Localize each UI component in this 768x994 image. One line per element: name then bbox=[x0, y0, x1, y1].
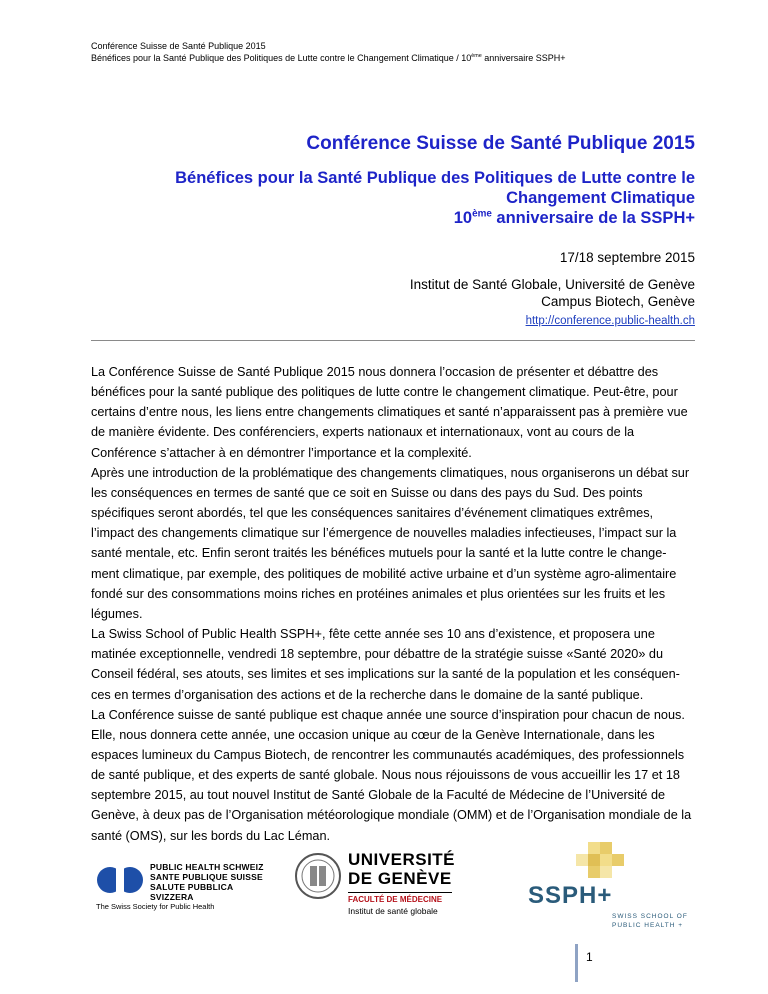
header-line-2: Bénéfices pour la Santé Publique des Politiques de Lutte contre le Changement Climatique / 10ème anniversaire SSPH+ bbox=[91, 53, 566, 63]
ssph-tagline-1: SWISS SCHOOL OF bbox=[612, 913, 688, 920]
unige-institute: Institut de santé globale bbox=[348, 906, 438, 916]
unige-logo bbox=[294, 848, 464, 928]
event-venue-line-1: Institut de Santé Globale, Université de Genève bbox=[409, 277, 695, 292]
ssph-tagline-2: PUBLIC HEALTH + bbox=[612, 922, 684, 929]
running-header bbox=[91, 40, 566, 64]
ssph-name: SSPH+ bbox=[528, 882, 613, 909]
phs-tagline: The Swiss Society for Public Health bbox=[96, 902, 215, 911]
page-number-bar bbox=[575, 944, 578, 982]
unige-line-2: DE GENÈVE bbox=[348, 869, 452, 888]
unige-line-1: UNIVERSITÉ bbox=[348, 850, 456, 869]
subtitle-line-2: Changement Climatique bbox=[506, 189, 695, 207]
subtitle-line-1: Bénéfices pour la Santé Publique des Politiques de Lutte contre le bbox=[175, 169, 695, 187]
header-line-1: Conférence Suisse de Santé Publique 2015 bbox=[91, 41, 266, 51]
ssph-cube-icon bbox=[568, 840, 632, 888]
event-venue-line-2: Campus Biotech, Genève bbox=[541, 294, 695, 309]
phs-emblem-icon bbox=[96, 860, 144, 900]
paragraph-1: La Conférence Suisse de Santé Publique 2015 nous donnera l’occasion de présenter et débattre des bénéfices pour la santé publique des politiques de lutte contre le changement climatique. Peut-être, pour certains d’entre nous, les liens entre changements climatiques et santé n’apparaissent pas à première vue de manière évidente. Des conférenciers, experts nationaux et internationaux, vont au cours de la Conférence s’attacher à en démontrer l’importance et la complexité. bbox=[91, 365, 688, 460]
phs-line-1: PUBLIC HEALTH SCHWEIZ bbox=[150, 862, 264, 872]
paragraph-2: Après une introduction de la problématique des changements climatiques, nous organiserons un débat sur les conséquences en termes de santé que ce soit en Suisse ou dans des pays du Sud. Des points spécifiques seront abordés, tel que les conséquences sanitaires d’événement climatiques extrêmes, l’impact des changements climatique sur l’émergence de nouvelles maladies infectieuses, l’impact sur la santé mentale, etc. Enfin seront traités les bénéfices mutuels pour la santé et la lutte contre le change- ment climatique, par exemple, des politiques de mobilité active urbaine et d’un système agro-alimentaire fondé sur des consommations moins riches en protéines animales et plus orientées sur les fruits et les légumes. bbox=[91, 465, 690, 621]
event-date: 17/18 septembre 2015 bbox=[559, 250, 695, 265]
phs-line-3: SALUTE PUBBLICA SVIZZERA bbox=[150, 882, 233, 902]
unige-faculty: FACULTÉ DE MÉDECINE bbox=[348, 895, 443, 904]
body-text bbox=[91, 362, 697, 846]
subtitle-line-3: 10ème anniversaire de la SSPH+ bbox=[453, 208, 695, 227]
conference-link[interactable]: http://conference.public-health.ch bbox=[525, 315, 695, 327]
phs-line-2: SANTE PUBLIQUE SUISSE bbox=[150, 872, 263, 882]
unige-seal-icon bbox=[294, 848, 342, 908]
page-title: Conférence Suisse de Santé Publique 2015 bbox=[306, 133, 695, 154]
paragraph-3: La Swiss School of Public Health SSPH+, fête cette année ses 10 ans d’existence, et proposera une matinée exceptionnelle, vendredi 18 septembre, pour débattre de la stratégie suisse «Santé 2020» du Conseil fédéral, ses atouts, ses limites et ses implications sur la santé de la population et les conséquen- ces en termes d’organisation des actions et de la recherche dans le domaine de la santé publique. bbox=[91, 627, 680, 702]
page-subtitle bbox=[0, 168, 695, 228]
page-number: 1 bbox=[586, 950, 593, 964]
divider bbox=[91, 340, 695, 341]
ssph-logo bbox=[528, 840, 688, 940]
public-health-schweiz-logo bbox=[96, 858, 276, 914]
paragraph-4: La Conférence suisse de santé publique est chaque année une source d’inspiration pour chacun de nous. Elle, nous donnera cette année, une occasion unique au cœur de la Genève Internationale, dans les espaces lumineux du Campus Biotech, de rencontrer les communautés académiques, des professionnels de santé publique, et des experts de santé globale. Nous nous réjouissons de vous accueillir les 17 et 18 septembre 2015, au tout nouvel Institut de Santé Globale de la Faculté de Médecine de l’Université de Genève, à deux pas de l’Organisation météorologique mondiale (OMM) et de l’Organisation mondiale de la santé (OMS), sur les bords du Lac Léman. bbox=[91, 707, 692, 843]
